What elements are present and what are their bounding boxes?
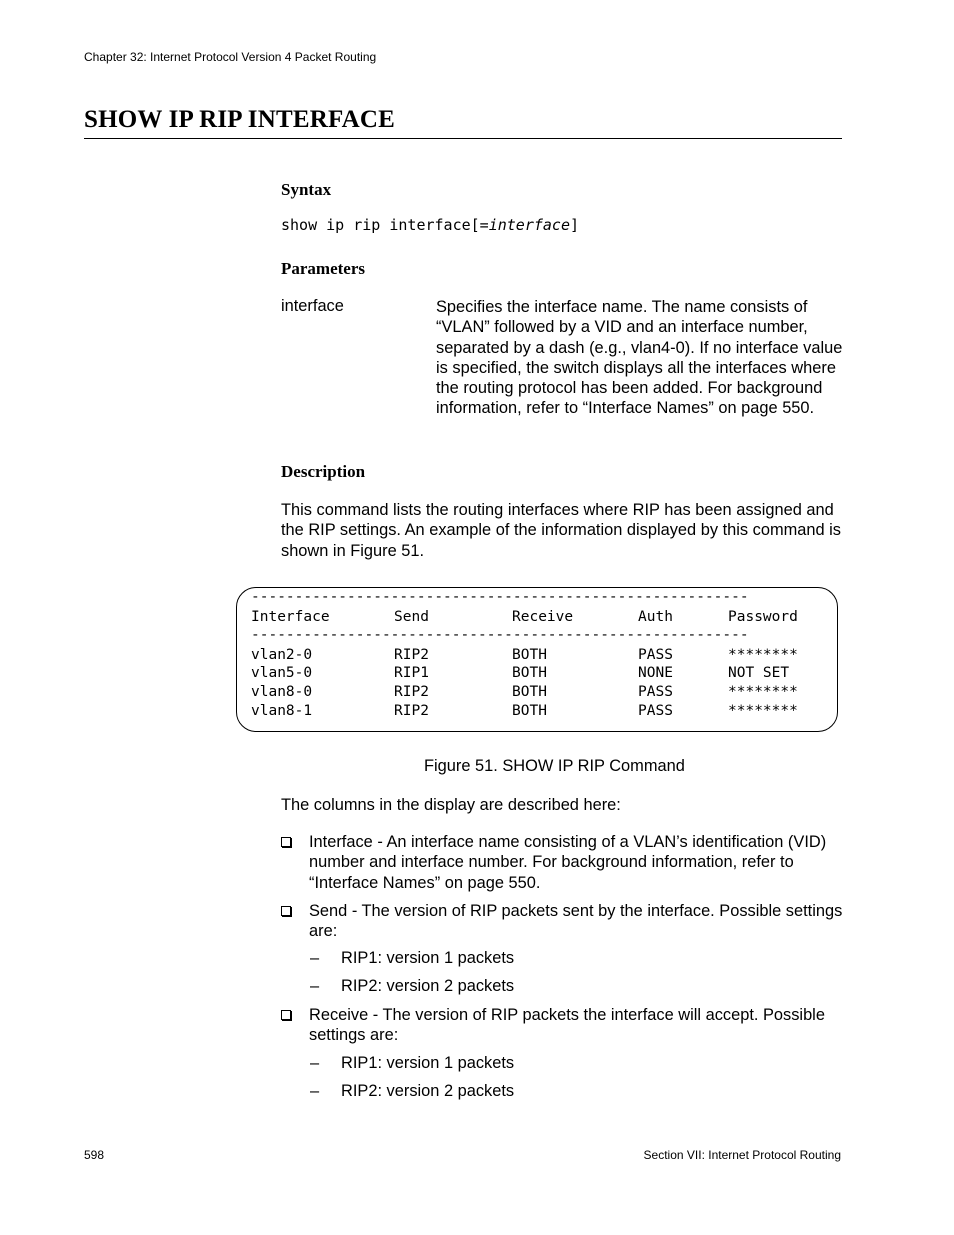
cell-password: ******** — [728, 647, 798, 663]
col-header-receive: Receive — [512, 609, 574, 625]
cell-interface: vlan8-1 — [251, 703, 313, 719]
syntax-section — [281, 180, 843, 200]
footer-section-title: Section VII: Internet Protocol Routing — [643, 1148, 841, 1162]
cell-auth: PASS — [638, 684, 673, 700]
cell-receive: BOTH — [512, 647, 547, 663]
page-number: 598 — [84, 1148, 105, 1162]
bullet-text: Interface - An interface name consisting of a VLAN’s identification (VID) number and interface number. For background information, refer to “Interface Names” on page 550. — [309, 833, 827, 892]
col-header-auth: Auth — [638, 609, 673, 625]
cell-password: ******** — [728, 703, 798, 719]
syntax-heading: Syntax — [281, 180, 332, 199]
cell-interface: vlan8-0 — [251, 684, 313, 700]
sub-list-text: RIP2: version 2 packets — [341, 1082, 515, 1100]
cell-receive: BOTH — [512, 684, 547, 700]
cell-interface: vlan5-0 — [251, 665, 313, 681]
cell-send: RIP2 — [394, 684, 429, 700]
syntax-param: interface — [488, 216, 570, 234]
cell-send: RIP2 — [394, 647, 429, 663]
parameter-description: Specifies the interface name. The name consists of “VLAN” followed by a VID and an interface number, separated by a dash (e.g., vlan4-0). If no interface value is specified, the switch displays all the interfaces where the routing protocol has been added. For background information, refer to “Interface Names” on page 550. — [436, 298, 843, 418]
checkbox-bullet-icon — [281, 1010, 291, 1020]
sub-list-text: RIP2: version 2 packets — [341, 977, 515, 995]
bullet-text: Receive - The version of RIP packets the interface will accept. Possible settings are: — [309, 1006, 825, 1045]
parameters-section — [281, 259, 843, 279]
figure-rule-mid: --------------------------------------------------------- — [251, 627, 749, 643]
description-heading: Description — [281, 462, 366, 481]
page-title: SHOW IP RIP INTERFACE — [84, 106, 842, 139]
col-header-interface: Interface — [251, 609, 330, 625]
parameter-name: interface — [281, 297, 344, 315]
syntax-suffix: ] — [570, 216, 580, 234]
checkbox-bullet-icon — [281, 906, 291, 916]
sub-list-text: RIP1: version 1 packets — [341, 949, 515, 967]
bullet-text: Send - The version of RIP packets sent by the interface. Possible settings are: — [309, 902, 843, 941]
cell-send: RIP2 — [394, 703, 429, 719]
col-header-send: Send — [394, 609, 429, 625]
sub-list-text: RIP1: version 1 packets — [341, 1054, 515, 1072]
dash-bullet: – — [310, 1082, 320, 1100]
syntax-command — [281, 216, 579, 234]
running-header: Chapter 32: Internet Protocol Version 4 Packet Routing — [84, 50, 377, 64]
col-header-password: Password — [728, 609, 798, 625]
figure-rule-top: --------------------------------------------------------- — [251, 589, 749, 605]
cell-auth: PASS — [638, 647, 673, 663]
cell-auth: NONE — [638, 665, 673, 681]
cell-interface: vlan2-0 — [251, 647, 313, 663]
cell-receive: BOTH — [512, 665, 547, 681]
figure-caption: Figure 51. SHOW IP RIP Command — [424, 757, 685, 775]
cell-receive: BOTH — [512, 703, 547, 719]
checkbox-bullet-icon — [281, 837, 291, 847]
cell-send: RIP1 — [394, 665, 429, 681]
dash-bullet: – — [310, 1054, 320, 1072]
cell-auth: PASS — [638, 703, 673, 719]
cell-password: NOT SET — [728, 665, 790, 681]
syntax-prefix: show ip rip interface[= — [281, 216, 489, 234]
columns-intro: The columns in the display are described here: — [281, 796, 621, 814]
cell-password: ******** — [728, 684, 798, 700]
parameters-heading: Parameters — [281, 259, 366, 278]
dash-bullet: – — [310, 977, 320, 995]
dash-bullet: – — [310, 949, 320, 967]
description-section — [281, 462, 843, 482]
description-text: This command lists the routing interfaces where RIP has been assigned and the RIP settings. An example of the information displayed by this command is shown in Figure 51. — [281, 501, 842, 560]
